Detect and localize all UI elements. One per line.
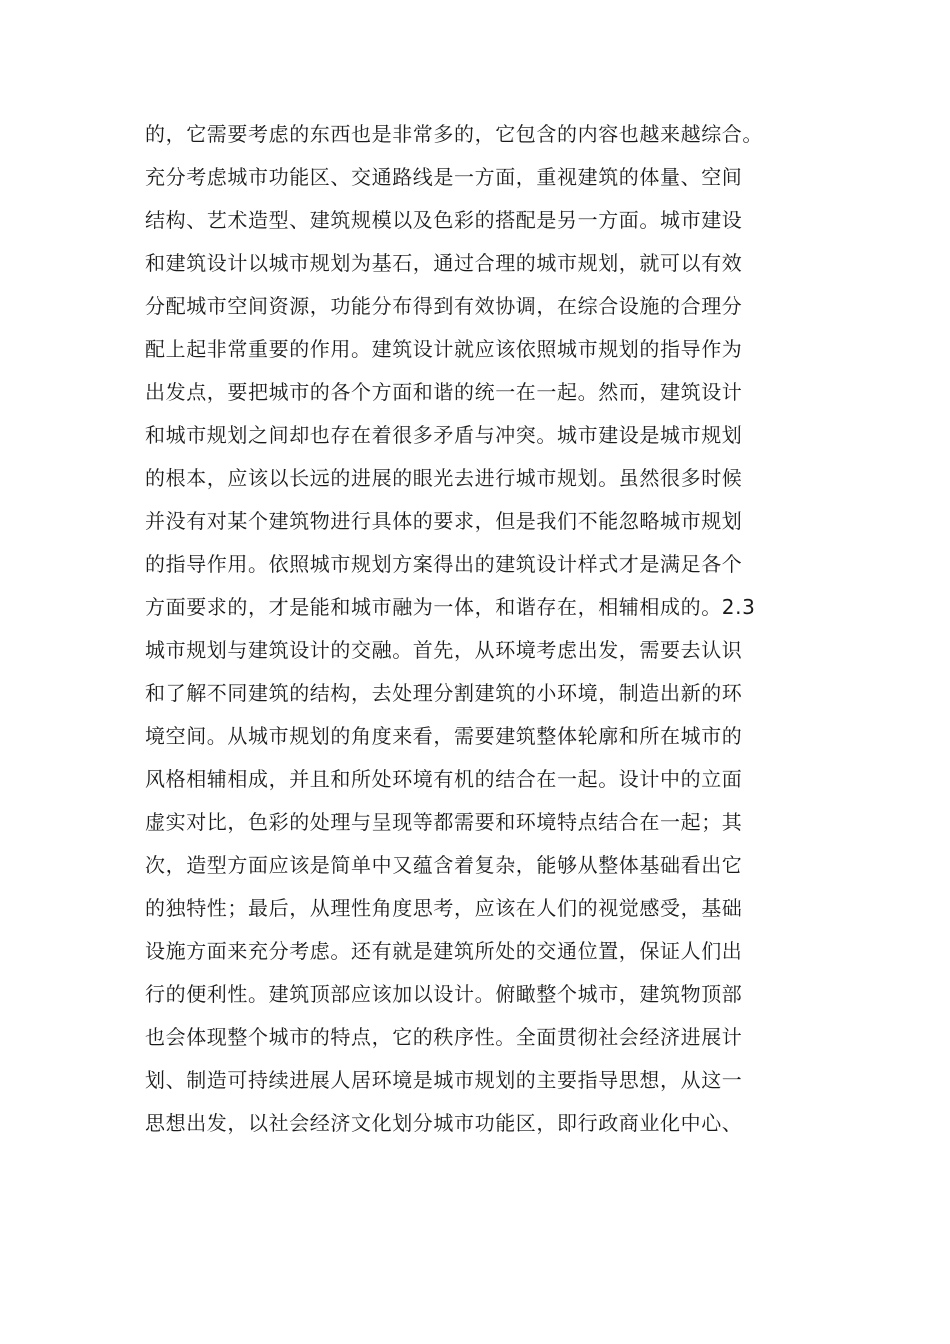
text-line: 的指导作用。依照城市规划方案得出的建筑设计样式才是满足各个 [145, 552, 743, 576]
text-line: 和了解不同建筑的结构，去处理分割建筑的小环境，制造出新的环 [145, 681, 743, 705]
text-line: 境空间。从城市规划的角度来看，需要建筑整体轮廓和所在城市的 [145, 724, 743, 748]
text-line: 行的便利性。建筑顶部应该加以设计。俯瞰整个城市，建筑物顶部 [145, 982, 743, 1006]
text-line: 结构、艺术造型、建筑规模以及色彩的搭配是另一方面。城市建设 [145, 208, 743, 232]
text-line: 的根本，应该以长远的进展的眼光去进行城市规划。虽然很多时候 [145, 466, 743, 490]
text-line: 也会体现整个城市的特点，它的秩序性。全面贯彻社会经济进展计 [145, 1025, 743, 1049]
text-line: 方面要求的，才是能和城市融为一体，和谐存在，相辅相成的。2.3 [145, 595, 756, 619]
text-line: 风格相辅相成，并且和所处环境有机的结合在一起。设计中的立面 [145, 767, 743, 791]
text-line: 配上起非常重要的作用。建筑设计就应该依照城市规划的指导作为 [145, 337, 743, 361]
text-line: 划、制造可持续进展人居环境是城市规划的主要指导思想，从这一 [145, 1068, 743, 1092]
text-line: 分配城市空间资源，功能分布得到有效协调，在综合设施的合理分 [145, 294, 743, 318]
text-line: 思想出发，以社会经济文化划分城市功能区，即行政商业化中心、 [145, 1111, 743, 1135]
text-line: 出发点，要把城市的各个方面和谐的统一在一起。然而，建筑设计 [145, 380, 743, 404]
text-line: 城市规划与建筑设计的交融。首先，从环境考虑出发，需要去认识 [145, 638, 743, 662]
text-line: 和城市规划之间却也存在着很多矛盾与冲突。城市建设是城市规划 [145, 423, 743, 447]
text-line: 并没有对某个建筑物进行具体的要求，但是我们不能忽略城市规划 [145, 509, 743, 533]
text-line: 的，它需要考虑的东西也是非常多的，它包含的内容也越来越综合。 [145, 122, 763, 146]
text-line: 的独特性；最后，从理性角度思考，应该在人们的视觉感受，基础 [145, 896, 743, 920]
text-line: 设施方面来充分考虑。还有就是建筑所处的交通位置，保证人们出 [145, 939, 743, 963]
text-line: 次，造型方面应该是简单中又蕴含着复杂，能够从整体基础看出它 [145, 853, 743, 877]
text-line: 充分考虑城市功能区、交通路线是一方面，重视建筑的体量、空间 [145, 165, 743, 189]
body-text [145, 113, 825, 1145]
text-line: 和建筑设计以城市规划为基石，通过合理的城市规划，就可以有效 [145, 251, 743, 275]
text-line: 虚实对比，色彩的处理与呈现等都需要和环境特点结合在一起；其 [145, 810, 743, 834]
